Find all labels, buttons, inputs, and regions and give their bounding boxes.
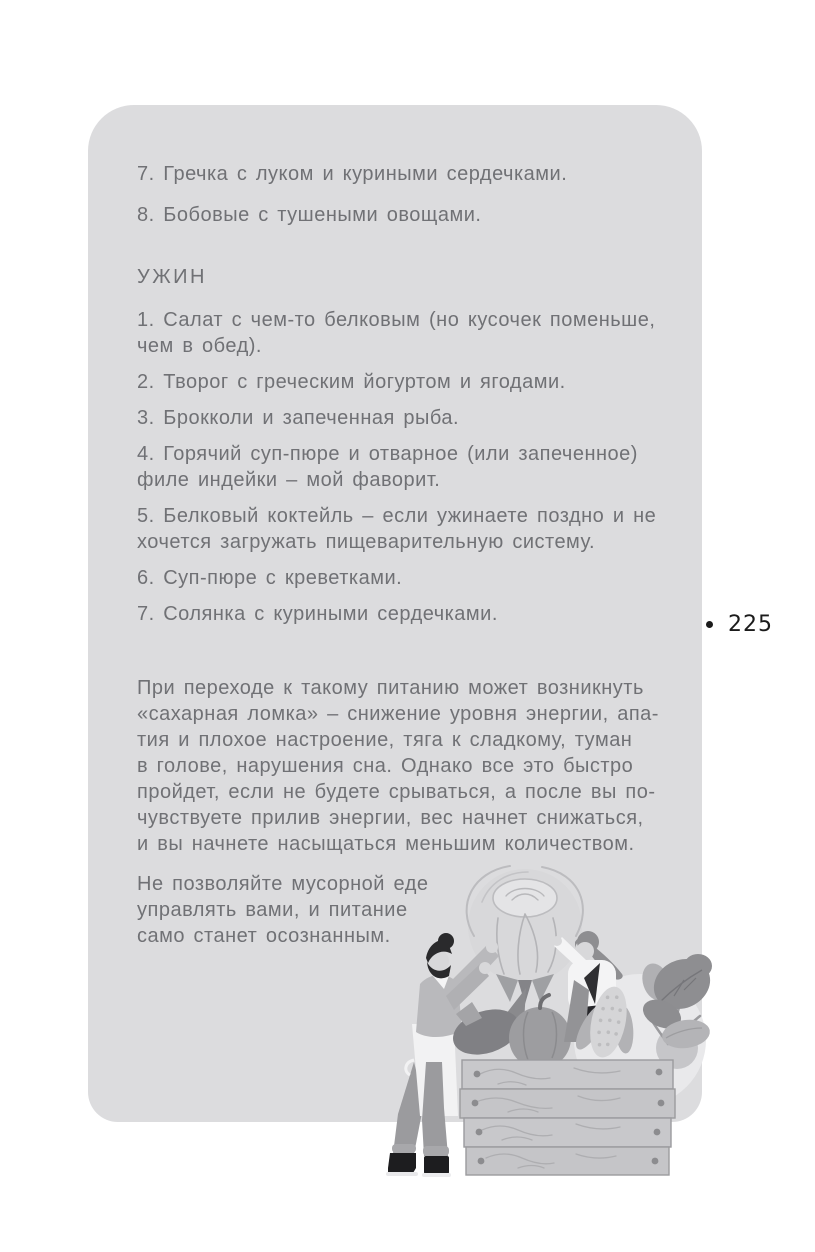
- section-heading: УЖИН: [137, 266, 207, 288]
- list-item: [137, 369, 662, 395]
- paragraph-line: чувствуете прилив энергии, вес начнет снижаться,: [137, 807, 644, 829]
- list-item-text: 4. Горячий суп-пюре и отварное (или запеченное): [137, 443, 638, 465]
- list-item-text: хочется загружать пищеварительную систему.: [137, 531, 596, 553]
- paragraph-line: само станет осознанным.: [137, 925, 391, 947]
- lead-list: [137, 161, 662, 228]
- paragraph-line: пройдет, если не будете срываться, а после вы по-: [137, 781, 656, 803]
- man-back-boot: [388, 1153, 416, 1173]
- paragraph-line: Не позволяйте мусорной еде: [137, 873, 429, 895]
- list-item-text: 8. Бобовые с тушеными овощами.: [137, 204, 482, 226]
- page-number: 225: [728, 612, 773, 637]
- wooden-crate: [460, 1060, 675, 1175]
- man-hand: [486, 941, 498, 953]
- list-item-text: 7. Гречка с луком и куриными сердечками.: [137, 163, 568, 185]
- man-cuff: [423, 1146, 449, 1156]
- paragraph-line: и вы начнете насыщаться меньшим количеством.: [137, 833, 635, 855]
- man-front-boot: [424, 1156, 449, 1174]
- paragraph-line: «сахарная ломка» – снижение уровня энергии, апа-: [137, 703, 659, 725]
- list-item-text: 3. Брокколи и запеченная рыба.: [137, 407, 460, 429]
- woman-hand: [552, 936, 562, 946]
- list-item: [137, 202, 662, 228]
- list-item: [137, 441, 662, 493]
- list-item-text: 6. Суп-пюре с креветками.: [137, 567, 403, 589]
- man-hand: [479, 962, 491, 974]
- page-number-marker: [706, 612, 773, 637]
- paragraph-transition: [137, 675, 662, 857]
- list-item: [137, 405, 662, 431]
- list-item-text: 2. Творог с греческим йогуртом и ягодами.: [137, 371, 566, 393]
- list-item: [137, 601, 662, 627]
- list-item-text: 7. Солянка с куриными сердечками.: [137, 603, 498, 625]
- list-item-text: 1. Салат с чем-то белковым (но кусочек поменьше,: [137, 309, 656, 331]
- list-item: [137, 565, 662, 591]
- list-item: [137, 161, 662, 187]
- list-item: [137, 307, 662, 359]
- list-item: [137, 503, 662, 555]
- list-item-text: филе индейки – мой фаворит.: [137, 469, 441, 491]
- paragraph-line: управлять вами, и питание: [137, 899, 408, 921]
- list-item-text: чем в обед).: [137, 335, 262, 357]
- bullet-icon: [706, 621, 713, 628]
- harvest-illustration: [378, 862, 714, 1182]
- list-item-text: 5. Белковый коктейль – если ужинаете поздно и не: [137, 505, 657, 527]
- paragraph-line: тия и плохое настроение, тяга к сладкому, туман: [137, 729, 633, 751]
- dinner-list: [137, 307, 662, 627]
- giant-cabbage: [467, 866, 583, 1004]
- paragraph-line: При переходе к такому питанию может возникнуть: [137, 677, 644, 699]
- man-cuff: [392, 1144, 416, 1153]
- paragraph-line: в голове, нарушения сна. Однако все это быстро: [137, 755, 634, 777]
